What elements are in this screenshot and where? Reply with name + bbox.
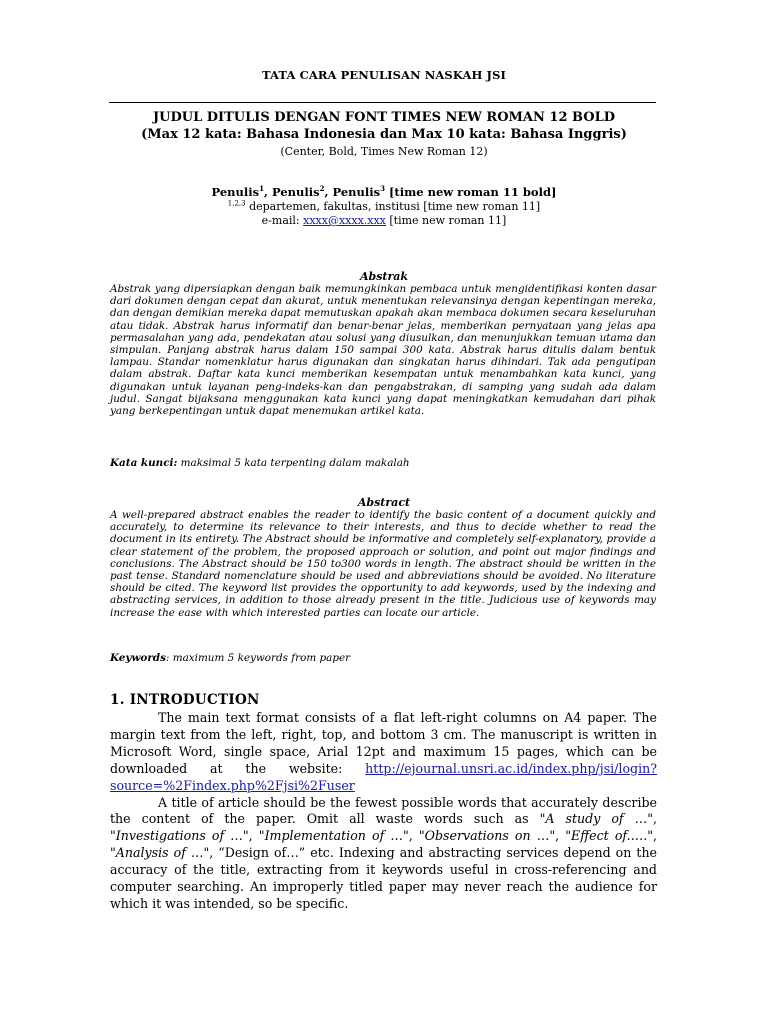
intro-p2-tail: ", “Design of…” etc. Indexing and abstracting services depend on the accuracy of the title, extracting from it keywords useful in cross-referencing and computer searching. An improperly titled paper may never reach the audience for which it was intended, so be specific. — [110, 845, 658, 911]
header-rule — [109, 102, 656, 103]
example-effect-of: Effect of.…. — [571, 828, 648, 844]
intro-p2-sep: ", " — [110, 828, 658, 861]
intro-paragraph-2 — [110, 795, 657, 913]
intro-p2-sep: ", " — [549, 828, 572, 844]
email-label: e-mail: — [261, 214, 304, 227]
affiliation-line — [100, 200, 668, 213]
intro-p2-sep: ", " — [242, 828, 265, 844]
running-header: TATA CARA PENULISAN NASKAH JSI — [262, 68, 506, 82]
intro-p2-sep: ", " — [110, 811, 657, 844]
intro-p2-sep: ", " — [402, 828, 425, 844]
author-3-sup: 3 — [380, 184, 385, 194]
abstract-text: A well-prepared abstract enables the reader to identify the basic content of a document quickly and accurately, to determine its relevance to their interests, and thus to decide whether to read the document in its entirety. The Abstract should be informative and completely self-explanatory, provide a clear statement of the problem, the proposed approach or solution, and point out major findings and conclusions. The Abstract should be 150 to300 words in length. The abstract should be written in the past tense. Standard nomenclature should be used and abbreviations should be avoided. No literature should be cited. The keyword list provides the opportunity to add keywords, used by the indexing and abstracting services, in addition to those already present in the title. Judicious use of keywords may increase the ease with which interested parties can locate our article. — [110, 509, 656, 619]
kata-kunci-line — [110, 457, 656, 469]
affiliation-sup: 1,2,3 — [227, 199, 246, 208]
title-line-3: (Center, Bold, Times New Roman 12) — [280, 145, 488, 158]
website-link[interactable]: http://ejournal.unsri.ac.id/index.php/jsi/login?source=%2Findex.php%2Fjsi%2Fuser — [110, 760, 657, 793]
introduction-heading: 1. INTRODUCTION — [110, 692, 260, 708]
email-link[interactable]: xxxx@xxxx.xxx — [303, 214, 386, 227]
abstrak-heading: Abstrak — [359, 270, 409, 283]
intro-p2-text: A title of article should be the fewest possible words that accurately describe the content of the paper. Omit all waste words such as " — [110, 794, 657, 827]
email-line — [100, 214, 668, 227]
author-sep-1: , — [264, 185, 273, 199]
kata-kunci-text: maksimal 5 kata terpenting dalam makalah — [177, 457, 410, 469]
author-3: Penulis — [332, 185, 381, 199]
title-line-1: JUDUL DITULIS DENGAN FONT TIMES NEW ROMAN 12 BOLD — [152, 110, 616, 125]
author-note: [time new roman 11 bold] — [384, 185, 557, 199]
email-note: [time new roman 11] — [385, 214, 507, 227]
affiliation-text: departemen, fakultas, institusi [time new roman 11] — [245, 200, 541, 213]
example-analysis-of: Analysis of … — [115, 845, 204, 861]
author-1: Penulis — [211, 185, 260, 199]
kata-kunci-label: Kata kunci: — [110, 457, 178, 469]
keywords-line — [110, 652, 656, 664]
example-a-study-of: A study of … — [545, 811, 648, 827]
author-1-sup: 1 — [259, 184, 264, 194]
intro-paragraph-1 — [110, 710, 657, 795]
author-2-sup: 2 — [319, 184, 325, 194]
introduction-body — [110, 710, 657, 913]
intro-p1-text: The main text format consists of a flat left-right columns on A4 paper. The margin text from the left, right, top, and bottom 3 cm. The manuscript is written in Microsoft Word, single space, Arial 12pt and maximum 15 pages, which can be downloaded at the website: — [110, 710, 657, 776]
keywords-label: Keywords — [110, 652, 166, 664]
abstract-heading: Abstract — [357, 496, 411, 509]
example-implementation-of: Implementation of … — [264, 828, 403, 844]
title-line-2: (Max 12 kata: Bahasa Indonesia dan Max 10 kata: Bahasa Inggris) — [141, 127, 627, 142]
example-observations-on: Observations on … — [424, 828, 550, 844]
author-line — [100, 185, 668, 199]
abstrak-text: Abstrak yang dipersiapkan dengan baik memungkinkan pembaca untuk mengidentifikasi konten dasar dari dokumen dengan cepat dan akurat, untuk menentukan relevansinya dengan kepentingan mereka, dan dengan demikian mereka dapat memutuskan apakah akan membaca dokumen secara keseluruhan atau tidak. Abstrak harus informatif dan benar-benar jelas, memberikan pernyataan yang jelas apa permasalahan yang ada, pendekatan atau solusi yang diusulkan, dan menunjukkan temuan utama dan simpulan. Panjang abstrak harus dalam 150 sampai 300 kata. Abstrak harus ditulis dalam bentuk lampau. Standar nomenklatur harus digunakan dan singkatan harus dihindari. Tak ada pengutipan dalam abstrak. Daftar kata kunci memberikan kesempatan untuk menambahkan kata kunci, yang digunakan untuk layanan peng-indeks-kan dan pengabstrakan, di samping yang sudah ada dalam judul. Sangat bijaksana menggunakan kata kunci yang dapat meningkatkan kemudahan dari pihak yang berkepentingan untuk dapat menemukan artikel kata. — [110, 283, 656, 418]
author-2: Penulis — [272, 185, 320, 199]
author-sep-2: , — [324, 185, 333, 199]
example-investigations-of: Investigations of … — [115, 828, 243, 844]
keywords-text: : maximum 5 keywords from paper — [165, 652, 351, 664]
